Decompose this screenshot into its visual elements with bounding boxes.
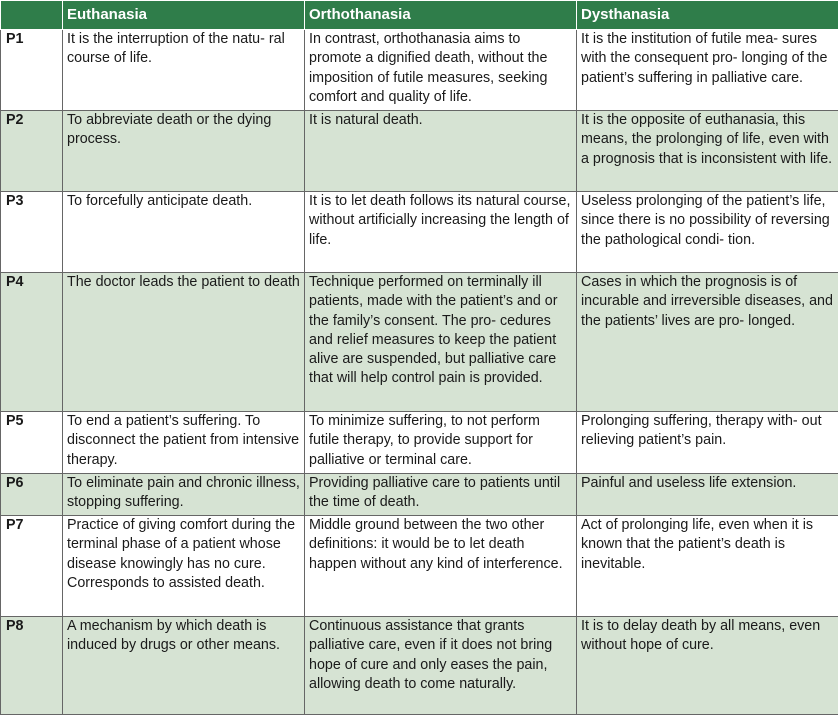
euthanasia-cell: To abbreviate death or the dying process.	[63, 111, 305, 192]
table-row	[1, 30, 838, 111]
dysthanasia-cell: It is to delay death by all means, even without hope of cure.	[577, 617, 838, 715]
orthothanasia-cell: Continuous assistance that grants palliative care, even if it does not bring hope of cure and only eases the pain, allowing death to come naturally.	[305, 617, 577, 715]
dysthanasia-cell: Painful and useless life extension.	[577, 474, 838, 516]
header-dysthanasia: Dysthanasia	[577, 1, 838, 30]
orthothanasia-cell: To minimize suffering, to not perform futile therapy, to provide support for palliative or terminal care.	[305, 412, 577, 474]
euthanasia-cell: It is the interruption of the natu- ral course of life.	[63, 30, 305, 111]
table-row	[1, 111, 838, 192]
euthanasia-cell: To end a patient’s suffering. To disconnect the patient from intensive therapy.	[63, 412, 305, 474]
orthothanasia-cell: In contrast, orthothanasia aims to promote a dignified death, without the imposition of futile measures, seeking comfort and quality of life.	[305, 30, 577, 111]
table-header-row	[1, 1, 838, 30]
table-row	[1, 474, 838, 516]
row-id: P8	[1, 617, 63, 715]
row-id: P1	[1, 30, 63, 111]
euthanasia-cell: The doctor leads the patient to death	[63, 273, 305, 412]
row-id: P2	[1, 111, 63, 192]
table-row	[1, 516, 838, 617]
row-id: P4	[1, 273, 63, 412]
euthanasia-cell: A mechanism by which death is induced by drugs or other means.	[63, 617, 305, 715]
row-id: P6	[1, 474, 63, 516]
header-orthothanasia: Orthothanasia	[305, 1, 577, 30]
table-row	[1, 617, 838, 715]
euthanasia-cell: To forcefully anticipate death.	[63, 192, 305, 273]
dysthanasia-cell: Act of prolonging life, even when it is known that the patient’s death is inevitable.	[577, 516, 838, 617]
orthothanasia-cell: It is natural death.	[305, 111, 577, 192]
row-id: P3	[1, 192, 63, 273]
euthanasia-cell: Practice of giving comfort during the terminal phase of a patient whose disease knowingly has no cure. Corresponds to assisted death.	[63, 516, 305, 617]
dysthanasia-cell: It is the opposite of euthanasia, this means, the prolonging of life, even with a prognosis that is inconsistent with life.	[577, 111, 838, 192]
table-row	[1, 273, 838, 412]
header-euthanasia: Euthanasia	[63, 1, 305, 30]
dysthanasia-cell: It is the institution of futile mea- sures with the consequent pro- longing of the patient’s suffering in palliative care.	[577, 30, 838, 111]
orthothanasia-cell: Technique performed on terminally ill patients, made with the patient’s and or the family’s consent. The pro- cedures and relief measures to keep the patient alive are suspended, but palliative care that will help control pain is provided.	[305, 273, 577, 412]
orthothanasia-cell: It is to let death follows its natural course, without artificially increasing the length of life.	[305, 192, 577, 273]
row-id: P7	[1, 516, 63, 617]
table-row	[1, 412, 838, 474]
dysthanasia-cell: Prolonging suffering, therapy with- out relieving patient’s pain.	[577, 412, 838, 474]
orthothanasia-cell: Providing palliative care to patients until the time of death.	[305, 474, 577, 516]
table-row	[1, 192, 838, 273]
header-id	[1, 1, 63, 30]
dysthanasia-cell: Cases in which the prognosis is of incurable and irreversible diseases, and the patients’ lives are pro- longed.	[577, 273, 838, 412]
row-id: P5	[1, 412, 63, 474]
orthothanasia-cell: Middle ground between the two other definitions: it would be to let death happen without any kind of interference.	[305, 516, 577, 617]
dysthanasia-cell: Useless prolonging of the patient’s life, since there is no possibility of reversing the pathological condi- tion.	[577, 192, 838, 273]
euthanasia-cell: To eliminate pain and chronic illness, stopping suffering.	[63, 474, 305, 516]
